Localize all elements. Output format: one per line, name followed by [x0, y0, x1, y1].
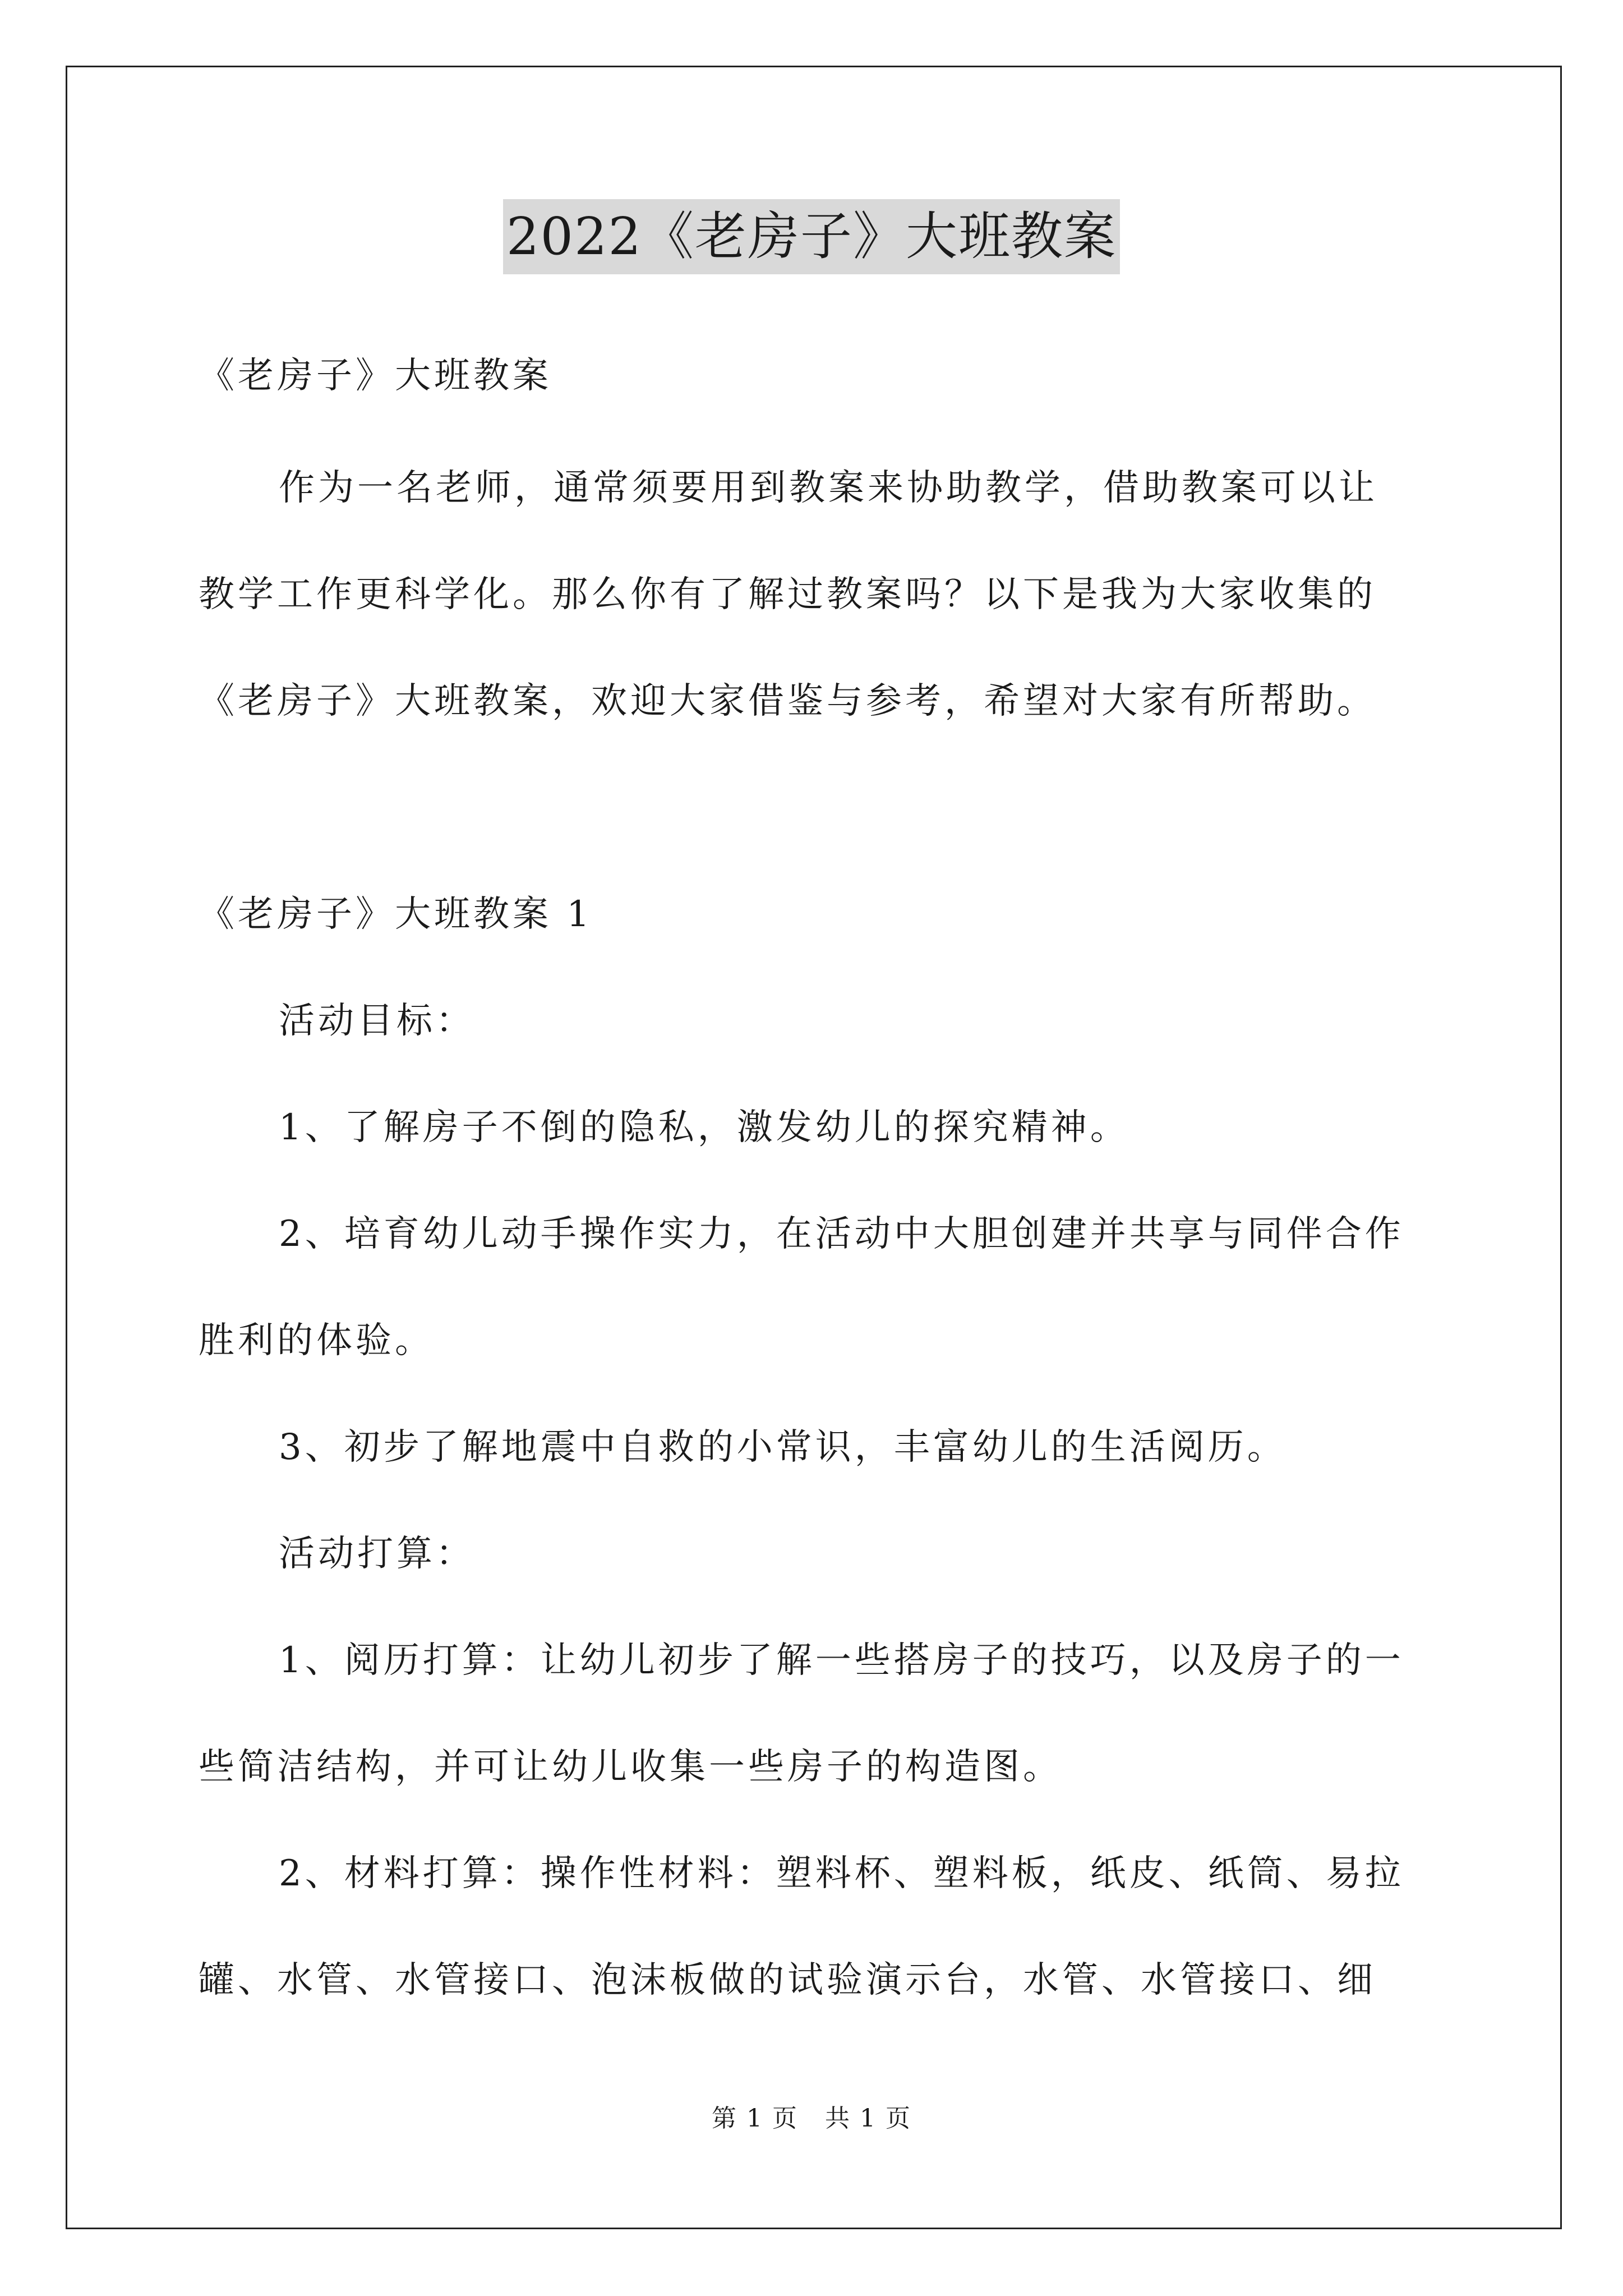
- section-heading: 《老房子》大班教案 1: [199, 894, 593, 935]
- paragraph-line: 胜利的体验。: [199, 1320, 434, 1361]
- paragraph-line: 3、初步了解地震中自救的小常识，丰富幼儿的生活阅历。: [279, 1427, 1287, 1468]
- page-number-text: 第 1 页 共 1 页: [712, 2104, 911, 2133]
- document-title: 2022《老房子》大班教案: [503, 199, 1120, 274]
- paragraph-line: 2、材料打算：操作性材料：塑料杯、塑料板，纸皮、纸筒、易拉: [279, 1853, 1404, 1894]
- page-footer: [0, 2098, 1623, 2134]
- subtitle-line: 《老房子》大班教案: [199, 355, 552, 397]
- paragraph-line: 《老房子》大班教案，欢迎大家借鉴与参考，希望对大家有所帮助。: [199, 680, 1376, 722]
- title-container: [0, 199, 1623, 274]
- paragraph-line: 罐、水管、水管接口、泡沫板做的试验演示台，水管、水管接口、细: [199, 1959, 1376, 2001]
- paragraph-line: 1、阅历打算：让幼儿初步了解一些搭房子的技巧，以及房子的一: [279, 1640, 1404, 1681]
- paragraph-line: 1、了解房子不倒的隐私，激发幼儿的探究精神。: [279, 1107, 1129, 1148]
- paragraph-line: 2、培育幼儿动手操作实力，在活动中大胆创建并共享与同伴合作: [279, 1213, 1404, 1255]
- paragraph-line: 作为一名老师，通常须要用到教案来协助教学，借助教案可以让: [279, 467, 1378, 509]
- paragraph-line: 活动目标：: [279, 1000, 475, 1042]
- paragraph-line: 些简洁结构，并可让幼儿收集一些房子的构造图。: [199, 1746, 1062, 1788]
- paragraph-line: 活动打算：: [279, 1533, 475, 1575]
- paragraph-line: 教学工作更科学化。那么你有了解过教案吗？以下是我为大家收集的: [199, 574, 1376, 615]
